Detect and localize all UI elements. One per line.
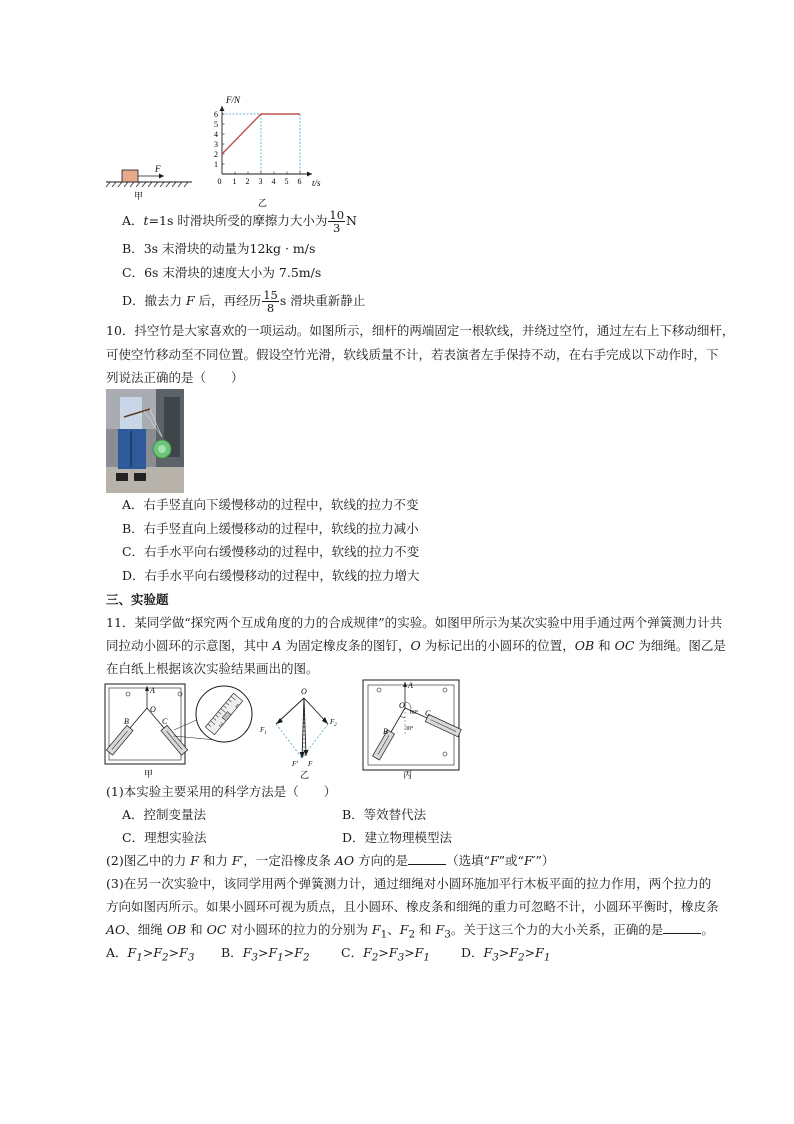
caption-jia-11: 甲 bbox=[144, 769, 154, 779]
force-label: F bbox=[155, 164, 161, 174]
chart-y-tick-label: 2 bbox=[214, 150, 218, 159]
q11-sub3-line3: AO、细绳 OB 和 OC 对小圆环的拉力的分别为 $F_1$、$F_2$ 和 $F_3$。关于这三个力的大小关系，正确的是 。 bbox=[106, 922, 714, 941]
chart-y-arrow bbox=[220, 106, 225, 111]
q11-sub3-option-d: D．$F_3>F_2>F_1$ bbox=[461, 945, 551, 964]
q11-sub3-option-b: B．$F_3>F_1>F_2$ bbox=[221, 945, 310, 964]
answer-blank-3[interactable] bbox=[663, 921, 701, 934]
bing-point-o: O bbox=[399, 701, 405, 710]
yi-f-label: F bbox=[308, 760, 313, 768]
q11-sub3-line2: 方向如图丙所示。如果小圆环可视为质点，且小圆环、橡皮条和细绳的重力可忽略不计，小圆环平衡时，橡皮条 bbox=[106, 899, 719, 914]
chart-x-tick-label: 4 bbox=[271, 177, 276, 186]
q10-stem-line1: 10．抖空竹是大家喜欢的一项运动。如图所示，细杆的两端固定一根软线，并绕过空竹，通过左右上下移动细杆， bbox=[106, 323, 735, 338]
q10-stem-line3: 列说法正确的是（ ） bbox=[106, 370, 244, 385]
chart-x-tick-label: 5 bbox=[284, 177, 289, 186]
chart-x-tick-label: 1 bbox=[232, 177, 237, 186]
q11-figure-jia bbox=[100, 674, 260, 780]
caption-yi-11: 乙 bbox=[300, 770, 310, 780]
chart-y-tick-label: 3 bbox=[214, 140, 218, 149]
q11-sub1-option-a: A．控制变量法 bbox=[122, 807, 207, 822]
chart-y-tick-label: 4 bbox=[214, 130, 218, 139]
point-b-label: B bbox=[124, 717, 129, 726]
yi-f1-label: $F_1$ bbox=[260, 726, 267, 736]
bing-point-a: A bbox=[408, 681, 413, 690]
q11-sub1-option-d: D．建立物理模型法 bbox=[342, 830, 453, 845]
q9-option-d: D．撤去力 F 后，再经历 $\frac{15}{8}$ s 滑块重新静止 bbox=[122, 288, 366, 315]
q11-sub2: (2)图乙中的力 F 和力 F′，一定沿橡皮条 AO 方向的是 （选填“F”或“F′”） bbox=[106, 853, 555, 868]
scale-label-2: 2 bbox=[217, 722, 224, 729]
q11-sub3-option-c: C．$F_2>F_3>F_1$ bbox=[341, 945, 430, 964]
chart-series-line bbox=[222, 114, 300, 154]
yi-point-o: O bbox=[301, 687, 307, 696]
caption-bing: 丙 bbox=[403, 770, 413, 780]
q11-sub3-line1: (3)在另一次实验中，该同学用两个弹簧测力计，通过细绳对小圆环施加平行木板平面的拉力作用，两个拉力的 bbox=[106, 876, 712, 891]
point-c-label: C bbox=[162, 717, 168, 726]
point-o-label: O bbox=[150, 705, 156, 714]
q11-sub3-option-a: A．$F_1>F_2>F_3$ bbox=[106, 945, 195, 964]
chart-xlabel: t/s bbox=[312, 178, 321, 188]
q9-figure-jia bbox=[100, 160, 200, 202]
chart-x-tick-label: 6 bbox=[297, 177, 302, 186]
chart-y-tick-label: 6 bbox=[214, 110, 218, 119]
q9-option-a: A．t=1s 时滑块所受的摩擦力大小为 $\frac{10}{3}$ N bbox=[122, 208, 357, 235]
chart-x-tick-label: 3 bbox=[258, 177, 263, 186]
answer-blank-2[interactable] bbox=[408, 852, 446, 865]
q10-option-c: C．右手水平向右缓慢移动的过程中，软线的拉力不变 bbox=[122, 544, 420, 559]
q10-option-b: B．右手竖直向上缓慢移动的过程中，软线的拉力减小 bbox=[122, 521, 419, 536]
bing-point-c: C bbox=[425, 709, 431, 718]
chart-y-tick-label: 1 bbox=[214, 160, 218, 169]
q9-chart-yi bbox=[208, 94, 328, 210]
q11-stem-line3: 在白纸上根据该次实验结果画出的图。 bbox=[106, 661, 319, 676]
q9-option-b: B．3s 末滑块的动量为12kg · m/s bbox=[122, 241, 316, 256]
bing-angle-30: 30° bbox=[405, 726, 414, 732]
q11-sub1-option-b: B．等效替代法 bbox=[342, 807, 427, 822]
point-a-label: A bbox=[150, 686, 155, 695]
q10-option-d: D．右手水平向右缓慢移动的过程中，软线的拉力增大 bbox=[122, 568, 420, 583]
q11-stem-line2: 同拉动小圆环的示意图，其中 A 为固定橡皮条的图钉，O 为标记出的小圆环的位置，OB 和 OC 为细绳。图乙是 bbox=[106, 638, 726, 653]
bing-angle-60: 60° bbox=[410, 710, 419, 716]
q10-option-a: A．右手竖直向下缓慢移动的过程中，软线的拉力不变 bbox=[122, 497, 419, 512]
diabolo-photo bbox=[106, 389, 184, 493]
q10-stem-line2: 可使空竹移动至不同位置。假设空竹光滑，软线质量不计，若表演者左手保持不动，在右手完成以下动作时，下 bbox=[106, 347, 719, 362]
chart-ylabel: F/N bbox=[226, 95, 241, 105]
q11-sub1-option-c: C．理想实验法 bbox=[122, 830, 207, 845]
scale-label-1: 1 bbox=[233, 702, 240, 710]
chart-x-tick-label: 0 bbox=[217, 177, 222, 186]
slider-block bbox=[122, 170, 138, 182]
chart-y-tick-label: 5 bbox=[214, 120, 218, 129]
q9-option-c: C．6s 末滑块的速度大小为 7.5m/s bbox=[122, 265, 322, 280]
q11-stem-line1: 11．某同学做“探究两个互成角度的力的合成规律”的实验。如图甲所示为某次实验中用手通过两个弹簧测力计共 bbox=[106, 615, 723, 630]
chart-x-arrow bbox=[307, 172, 312, 177]
caption-jia: 甲 bbox=[134, 191, 144, 201]
chart-x-tick-label: 2 bbox=[245, 177, 250, 186]
q11-figure-yi bbox=[256, 684, 346, 780]
bing-point-b: B bbox=[383, 727, 388, 736]
chart-caption: 乙 bbox=[258, 198, 268, 208]
yi-f2-label: $F_2$ bbox=[330, 718, 337, 728]
section-title: 三、实验题 bbox=[106, 592, 169, 607]
q11-figure-bing bbox=[355, 674, 475, 780]
yi-fprime-label: F′ bbox=[292, 760, 298, 768]
q11-sub1: (1)本实验主要采用的科学方法是（ ） bbox=[106, 784, 337, 799]
